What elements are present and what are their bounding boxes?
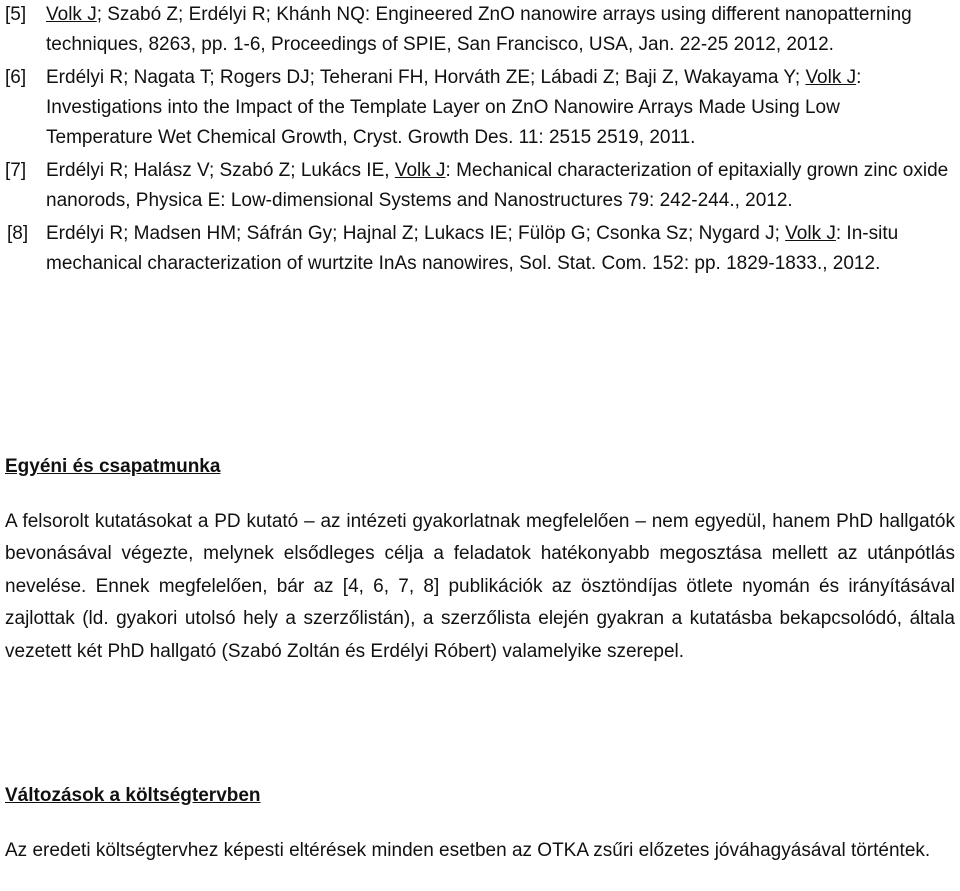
section-teamwork bbox=[5, 452, 955, 668]
reference-segment: Erdélyi R; Madsen HM; Sáfrán Gy; Hajnal Z; Lukacs IE; Fülöp G; Csonka Sz; Nygard J; bbox=[46, 223, 786, 244]
author-link[interactable]: Volk J bbox=[394, 160, 446, 181]
section-budget-changes bbox=[5, 781, 955, 867]
section-heading: Változások a költségtervben bbox=[5, 785, 261, 806]
reference-list bbox=[5, 0, 950, 282]
author-link[interactable]: Volk J bbox=[805, 67, 857, 88]
section-paragraph: Az eredeti költségtervhez képesti eltérések minden esetben az OTKA zsűri előzetes jóváhagyásával történtek. bbox=[5, 840, 931, 861]
reference-number: [5] bbox=[5, 4, 27, 25]
section-heading: Egyéni és csapatmunka bbox=[5, 456, 221, 477]
reference-number: [6] bbox=[5, 67, 27, 88]
reference-number: [8] bbox=[7, 223, 29, 244]
reference-text bbox=[46, 0, 950, 60]
reference-segment: : In-situ mechanical characterization of wurtzite InAs nanowires, Sol. Stat. Com. 152: pp. 1829-1833., 2012. bbox=[46, 223, 899, 274]
reference-item bbox=[5, 0, 950, 60]
author-link[interactable]: Volk J bbox=[46, 4, 97, 25]
reference-text bbox=[46, 219, 950, 279]
reference-item bbox=[5, 219, 950, 279]
reference-number: [7] bbox=[5, 160, 27, 181]
reference-segment: : Investigations into the Impact of the Template Layer on ZnO Nanowire Arrays Made Using Low Temperature Wet Chemical Growth, Cryst. Growth Des. 11: 2515 2519, 2011. bbox=[46, 67, 862, 148]
reference-segment: ; Szabó Z; Erdélyi R; Khánh NQ: Engineered ZnO nanowire arrays using different nanopatterning techniques, 8263, pp. 1-6, Proceedings of SPIE, San Francisco, USA, Jan. 22-25 2012, 2012. bbox=[46, 4, 912, 55]
reference-segment: Erdélyi R; Nagata T; Rogers DJ; Teherani FH, Horváth ZE; Lábadi Z; Baji Z, Wakayama Y; bbox=[46, 67, 806, 88]
section-paragraph: A felsorolt kutatásokat a PD kutató – az intézeti gyakorlatnak megfelelően – nem egyedül, hanem PhD hallgatók bevonásával végezte, melynek elsődleges célja a feladatok hatékonyabb megosztása mellett az utánpótlás nevelése. Ennek megfelelően, bár az [4, 6, 7, 8] publikációk az ösztöndíjas ötlete nyomán és irányításával zajlottak (ld. gyakori utolsó hely a szerzőlistán), a szerzőlista elején gyakran a kutatásba bekapcsolódó, általa vezetett két PhD hallgató (Szabó Zoltán és Erdélyi Róbert) valamelyike szerepel. bbox=[5, 511, 955, 662]
reference-item bbox=[5, 156, 950, 216]
author-link[interactable]: Volk J bbox=[785, 223, 836, 244]
reference-text bbox=[46, 63, 950, 153]
reference-segment: : Mechanical characterization of epitaxially grown zinc oxide nanorods, Physica E: Low-dimensional Systems and Nanostructures 79: 242-244., 2012. bbox=[46, 160, 949, 211]
reference-segment: Erdélyi R; Halász V; Szabó Z; Lukács IE, bbox=[46, 160, 395, 181]
reference-text bbox=[46, 156, 950, 216]
reference-item bbox=[5, 63, 950, 153]
